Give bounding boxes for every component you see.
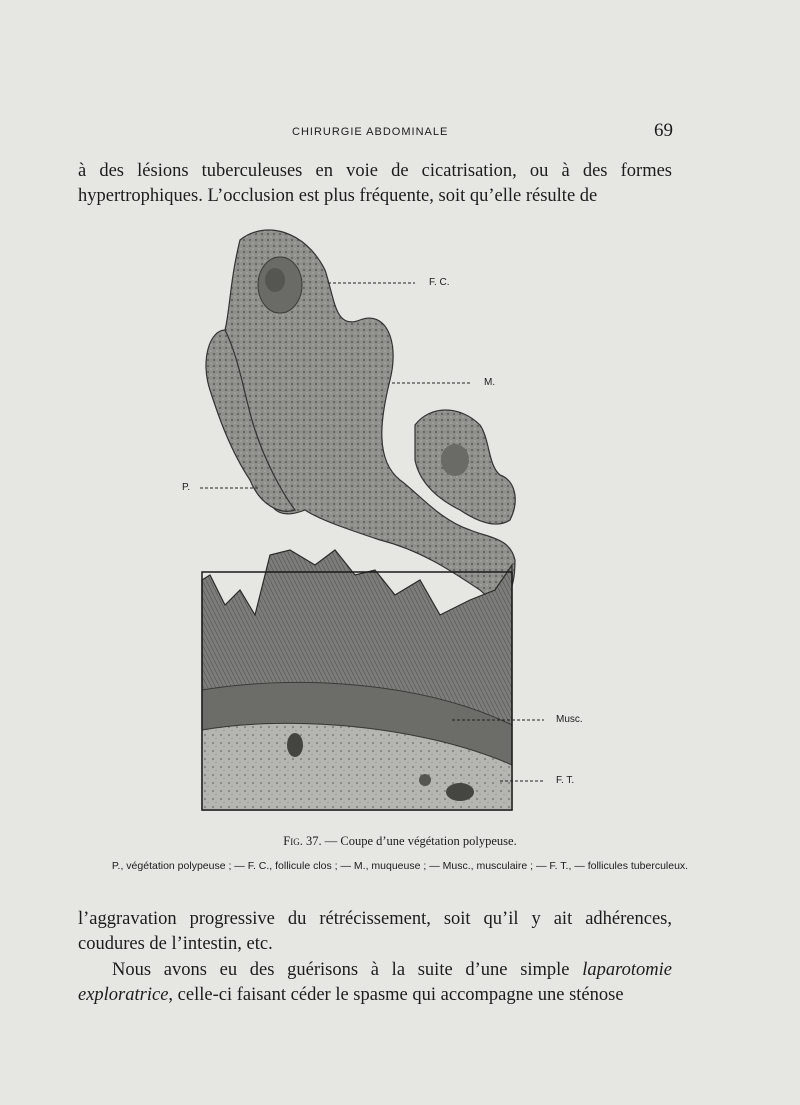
page-number: 69 <box>654 120 673 141</box>
follicle-tubercular <box>287 733 303 757</box>
histology-illustration <box>170 220 610 820</box>
caption-title: — Coupe d’une végétation polypeuse. <box>324 834 517 848</box>
running-head: CHIRURGIE ABDOMINALE <box>292 126 449 138</box>
label-ft: F. T. <box>556 775 575 786</box>
figure-caption <box>0 834 800 849</box>
paragraph-top: à des lésions tuberculeuses en voie de cicatrisation, ou à des formes hypertrophiques. L’occlusion est plus fréquente, soit qu’elle résulte de <box>78 161 672 206</box>
caption-number: Fig. 37. <box>283 834 322 848</box>
emphasis-laparotomie: laparotomie exploratrice <box>78 960 672 1005</box>
paragraph-bottom-2 <box>78 958 672 1008</box>
label-musc: Musc. <box>556 714 583 725</box>
label-m: M. <box>484 377 496 388</box>
figure-legend: P., végétation polypeuse ; — F. C., follicule clos ; — M., muqueuse ; — Musc., musculaire ; — F. T., — follicules tuberculeux. <box>111 860 689 872</box>
paragraph-bottom-2-end: , celle-ci faisant céder le spasme qui accompagne une sténose <box>168 985 624 1005</box>
label-p: P. <box>182 482 191 493</box>
paragraph-bottom-1: l’aggravation progressive du rétrécissement, soit qu’il y ait adhérences, coudures de l’intestin, etc. <box>78 909 672 954</box>
paragraph-bottom-2-start: Nous avons eu des guérisons à la suite d’une simple <box>112 960 583 980</box>
figure-histology <box>170 220 610 820</box>
label-fc: F. C. <box>429 277 450 288</box>
